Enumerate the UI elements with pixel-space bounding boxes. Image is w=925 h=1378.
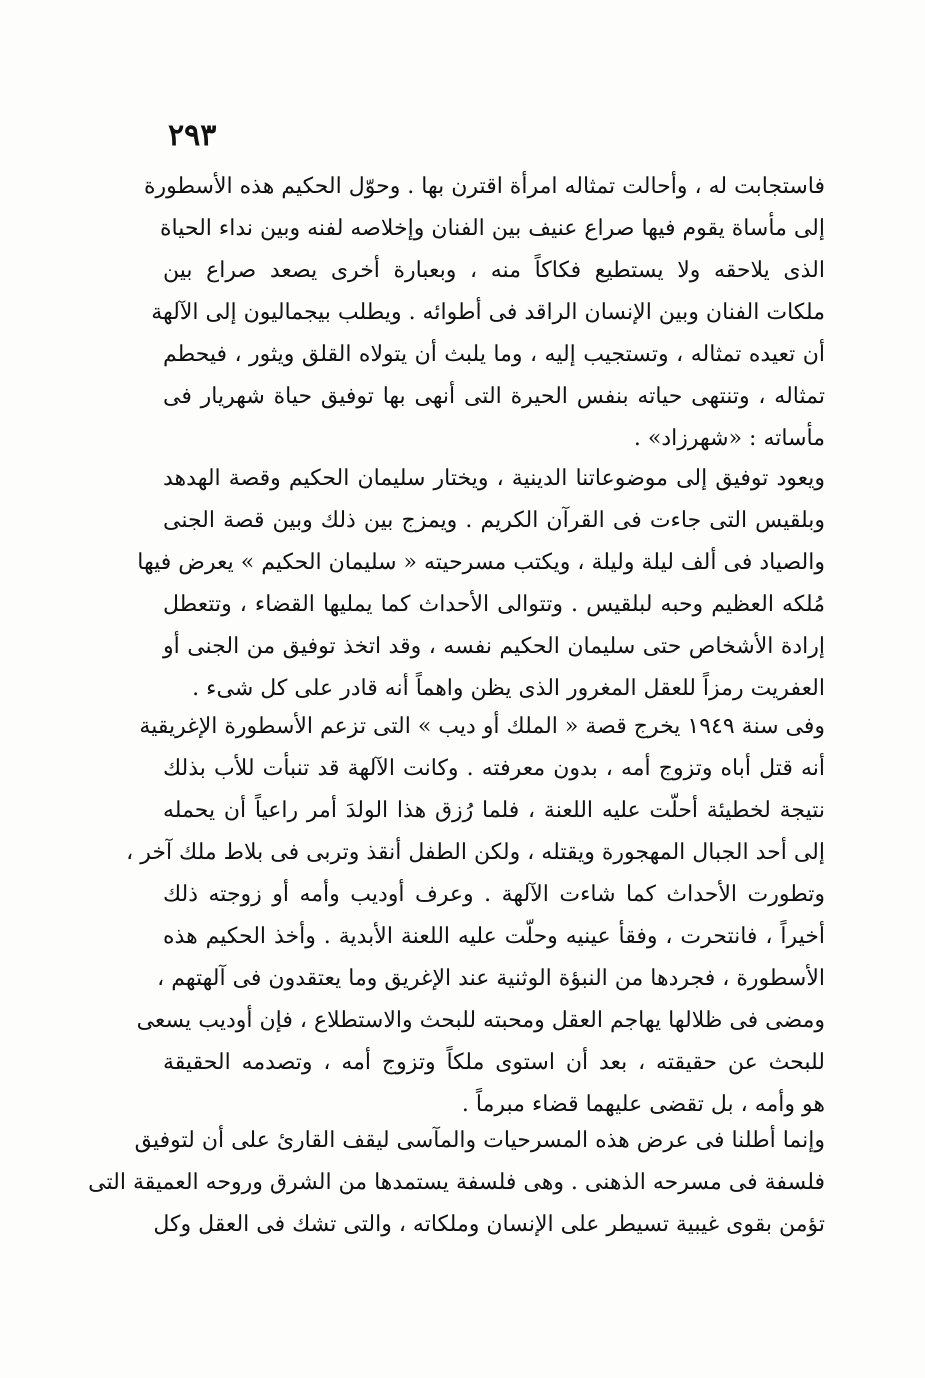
text-line: ملكات الفنان وبين الإنسان الراقد فى أطوائه . ويطلب بيجماليون إلى الآلهة: [151, 300, 825, 325]
text-line: العفريت رمزاً للعقل المغرور الذى يظن واهماً أنه قادر على كل شىء .: [192, 676, 825, 701]
text-line: إلى أحد الجبال المهجورة ويقتله ، ولكن الطفل أنقذ وتربى فى بلاط ملك آخر ،: [126, 840, 825, 865]
text-line: أن تعيده تمثاله ، وتستجيب إليه ، وما يلبث أن يتولاه القلق ويثور ، فيحطم: [163, 342, 825, 367]
text-line: وتطورت الأحداث كما شاءت الآلهة . وعرف أوديب وأمه أو زوجته ذلك: [163, 882, 825, 907]
text-line: ويعود توفيق إلى موضوعاتنا الدينية ، ويختار سليمان الحكيم وقصة الهدهد: [163, 466, 825, 491]
text-line: وبلقيس التى جاءت فى القرآن الكريم . ويمزج بين ذلك وبين قصة الجنى: [163, 508, 825, 533]
text-line: الذى يلاحقه ولا يستطيع فكاكاً منه ، وبعبارة أخرى يصعد صراع بين: [163, 258, 825, 283]
text-line: مأساته : «شهرزاد» .: [633, 426, 825, 451]
text-line: وفى سنة ١٩٤٩ يخرج قصة « الملك أو ديب » التى تزعم الأسطورة الإغريقية: [139, 714, 825, 739]
text-line: إرادة الأشخاص حتى سليمان الحكيم نفسه ، وقد اتخذ توفيق من الجنى أو: [163, 634, 825, 659]
text-line: إلى مأساة يقوم فيها صراع عنيف بين الفنان وإخلاصه لفنه وبين نداء الحياة: [160, 216, 825, 241]
text-line: فاستجابت له ، وأحالت تمثاله امرأة اقترن بها . وحوّل الحكيم هذه الأسطورة: [143, 174, 825, 199]
text-line: وإنما أطلنا فى عرض هذه المسرحيات والمآسى ليقف القارئ على أن لتوفيق: [134, 1128, 825, 1153]
text-line: تؤمن بقوى غيبية تسيطر على الإنسان وملكاته ، والتى تشك فى العقل وكل: [153, 1212, 825, 1237]
page-number: ٢٩٣: [168, 118, 217, 153]
text-line: مُلكه العظيم وحبه لبلقيس . وتتوالى الأحداث كما يمليها القضاء ، وتتعطل: [163, 592, 825, 617]
text-line: فلسفة فى مسرحه الذهنى . وهى فلسفة يستمدها من الشرق وروحه العميقة التى: [88, 1170, 825, 1195]
paragraph-solomon: [137, 458, 825, 710]
text-line: نتيجة لخطيئة أحلّت عليه اللعنة ، فلما رُزق هذا الولدَ أمر راعياً أن يحمله: [163, 798, 825, 823]
paragraph-pygmalion: [143, 166, 825, 460]
text-line: تمثاله ، وتنتهى حياته بنفس الحيرة التى أنهى بها توفيق حياة شهريار فى: [163, 384, 825, 409]
text-line: هو وأمه ، بل تقضى عليهما قضاء مبرماً .: [461, 1092, 825, 1117]
text-line: أخيراً ، فانتحرت ، وفقأ عينيه وحلّت عليه اللعنة الأبدية . وأخذ الحكيم هذه: [163, 924, 825, 949]
text-line: أنه قتل أباه وتزوج أمه ، بدون معرفته . وكانت الآلهة قد تنبأت للأب بذلك: [163, 756, 825, 781]
paragraph-philosophy: [88, 1120, 825, 1246]
paragraph-oedipus: [126, 706, 825, 1126]
text-line: للبحث عن حقيقته ، بعد أن استوى ملكاً وتزوج أمه ، وتصدمه الحقيقة: [163, 1050, 825, 1075]
text-line: الأسطورة ، فجردها من النبؤة الوثنية عند الإغريق وما يعتقدون فى آلهتهم ،: [157, 966, 825, 991]
text-line: والصياد فى ألف ليلة وليلة ، ويكتب مسرحيته « سليمان الحكيم » يعرض فيها: [137, 550, 825, 575]
text-line: ومضى فى ظلالها يهاجم العقل ومحبته للبحث والاستطلاع ، فإن أوديب يسعى: [136, 1008, 825, 1033]
